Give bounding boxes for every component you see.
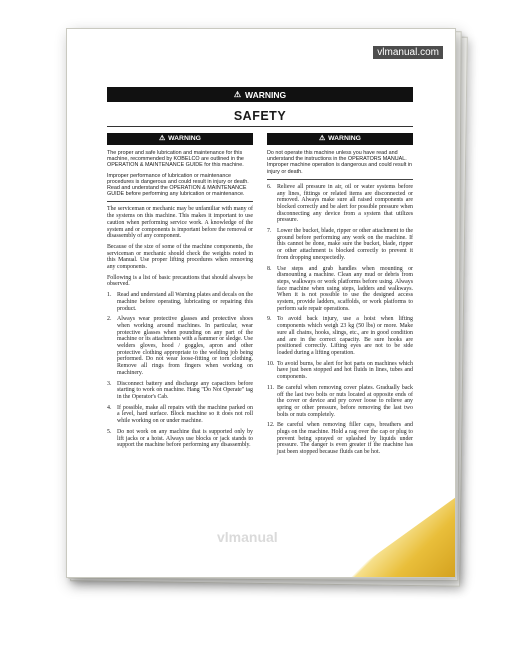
list-item [267,385,413,419]
item-text: To avoid back injury, use a hoist when lifting components which weigh 23 kg (50 lbs) or more. Make sure all chains, hooks, slings, etc., are in good condition and are in the correct capacity. Be sure hooks are positioned correctly. Lifting eyes are not to be side loaded during a lifting operation. [277,316,413,356]
list-item [267,228,413,262]
item-text: Do not work on any machine that is supported only by lift jacks or a hoist. Always use blocks or jack stands to support the machine before performing any disassembly. [117,428,253,449]
item-text: Always wear protective glasses and protective shoes when working around machines. In particular, wear protective glasses when pounding on any part of the machine or its attachments with a hammer or sledge. Use welders gloves, hood / goggles, apron and other protective clothing appropriate to the welding job being performed. Do not wear loose-fitting or torn clothing. Remove all rings from fingers when working on machinery. [117,316,253,376]
list-item [267,184,413,224]
list-item [107,429,253,449]
list-item [107,316,253,376]
item-number: 2. [107,316,112,323]
item-number: 9. [267,316,272,323]
item-number: 8. [267,265,272,272]
item-text: Disconnect battery and discharge any capacitors before starting to work on machine. Hang "Do Not Operate" tag in the Operator's Cab. [117,380,253,400]
list-item [267,316,413,356]
list-item [267,361,413,381]
item-text: Be careful when removing cover plates. Gradually back off the last two bolts or nuts located at opposite ends of the cover or device and pry cover loose to relieve any spring or other pressure, before removing the last two bolts or nuts completely. [277,384,413,418]
warning-triangle-icon: ⚠ [159,134,166,142]
right-precaution-list [267,184,413,456]
header-warning-banner [107,87,413,102]
list-item [107,381,253,401]
list-item [267,422,413,456]
left-intro-2: Improper performance of lubrication or maintenance procedures is dangerous and could result in injury or death. Read and understand the OPERATION & MAINTENANCE GUIDE before performing any lubrication or maintenance. [107,172,249,198]
item-text: Relieve all pressure in air, oil or water systems before any lines, fittings or related items are disconnected or removed. Always make sure all raised components are blocked correctly and be alert for possible pressure when disconnecting any device from a system that utilizes pressure. [277,183,413,224]
item-text: Be careful when removing filler caps, breathers and plugs on the machine. Hold a rag over the cap or plug to prevent being sprayed or splashed by liquids under pressure. The danger is even greater if the machine has just been stopped because fluids can be hot. [277,422,413,456]
item-number: 1. [107,292,112,299]
warning-triangle-icon: ⚠ [233,90,242,99]
left-divider [107,201,253,202]
warning-triangle-icon: ⚠ [319,134,326,142]
item-number: 10. [267,360,275,367]
left-intro-1: The proper and safe lubrication and maintenance for this machine, recommended by KOBELCO are outlined in the OPERATION & MAINTENANCE GUIDE for this machine. [107,150,244,169]
left-warning-label: WARNING [168,134,201,142]
title-divider [107,126,413,127]
item-text: If possible, make all repairs with the machine parked on a level, hard surface. Block machine so it does not roll while working on or under machine. [117,404,253,425]
left-warning-banner [107,133,253,145]
list-item [267,266,413,313]
left-paragraph: Because of the size of some of the machine components, the serviceman or mechanic should check the weights noted in this Manual. Use proper lifting procedures when removing any components. [107,243,253,271]
item-text: Lower the bucket, blade, ripper or other attachment to the ground before performing any work on the machine. If this cannot be done, make sure the bucket, blade, ripper or other attachment is blocked correctly to prevent it from dropping unexpectedly. [277,228,413,261]
right-divider [267,179,413,180]
manual-page [66,28,456,578]
item-text: To avoid burns, be alert for hot parts on machines which have just been stopped and hot fluids in lines, tubes and components. [277,360,413,381]
item-number: 11. [267,384,275,391]
list-item [107,292,253,312]
page-title: SAFETY [233,109,287,123]
item-number: 7. [267,228,272,235]
center-watermark: vlmanual [217,529,278,545]
list-item [107,405,253,425]
item-number: 5. [107,428,112,435]
header-warning-label: WARNING [245,89,287,100]
item-text: Read and understand all Warning plates and decals on the machine before operating, lubricating or repairing this product. [117,292,253,312]
right-column [267,133,413,460]
left-precaution-list [107,292,253,449]
item-text: Use steps and grab handles when mounting or dismounting a machine. Clean any mud or debris from steps, walkways or work platforms before using. Always face machine when using steps, ladders and walkways. When it is not possible to use the designed access system, provide ladders, scaffolds, or work platforms to perform safe repair operations. [277,265,413,312]
site-watermark[interactable]: vlmanual.com [373,46,443,59]
item-number: 4. [107,404,112,411]
left-paragraph: The serviceman or mechanic may be unfamiliar with many of the systems on this machine. This makes it important to use caution when performing service work. A knowledge of the system and or components is important before the removal or disassembly of any component. [107,206,253,240]
left-column [107,133,253,453]
item-number: 6. [267,183,272,190]
right-intro: Do not operate this machine unless you have read and understand the instructions in the OPERATORS MANUAL. Improper machine operation is dangerous and could result in injury or death. [267,150,413,175]
right-warning-label: WARNING [328,134,361,142]
right-warning-banner [267,133,413,145]
item-number: 12. [267,422,275,429]
left-paragraph: Following is a list of basic precautions that should always be observed. [107,274,253,288]
item-number: 3. [107,380,112,387]
page-curl-corner[interactable] [345,487,455,577]
